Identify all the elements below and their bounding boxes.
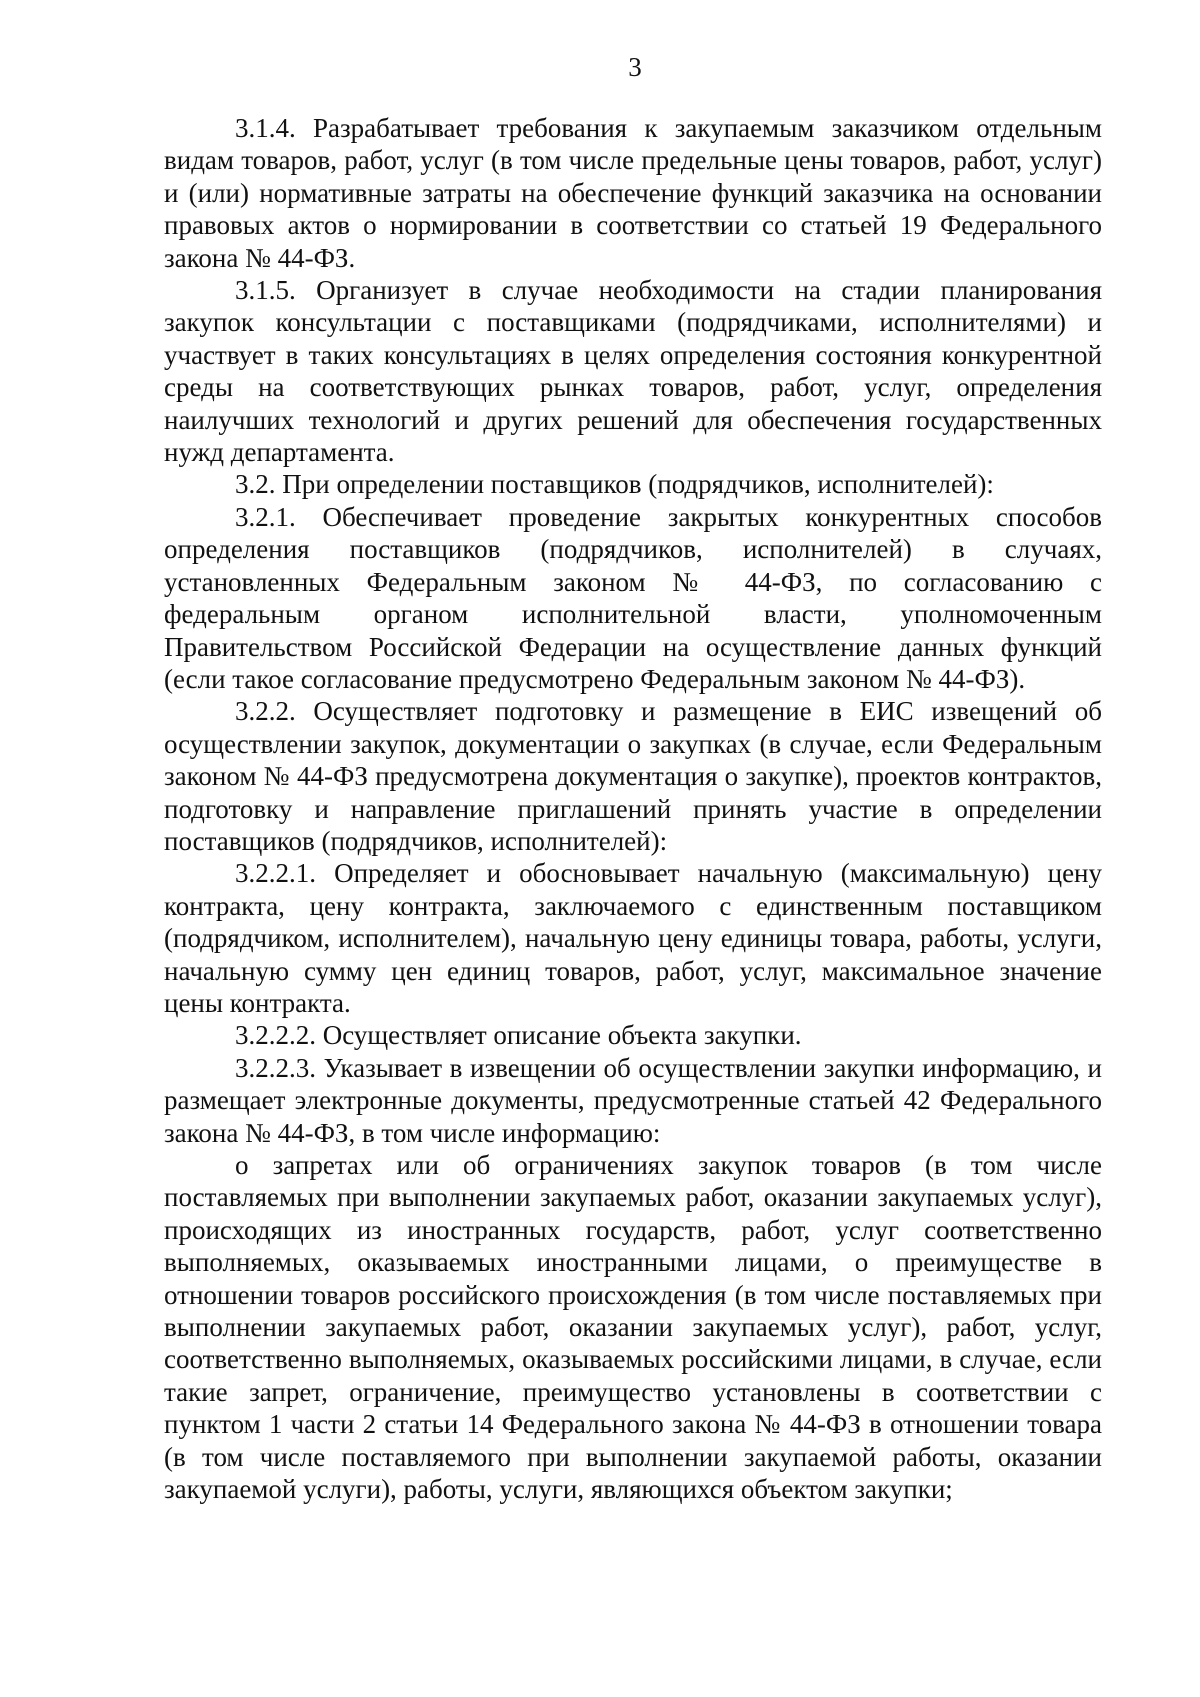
document-body	[164, 112, 1102, 1505]
paragraph-3-1-4: 3.1.4. Разрабатывает требования к закупаемым заказчиком отдельным видам товаров, работ, услуг (в том числе предельные цены товаров, работ, услуг) и (или) нормативные затраты на обеспечение функций заказчика на основании правовых актов о нормировании в соответствии со статьей 19 Федерального закона № 44-ФЗ.	[164, 113, 1102, 273]
paragraph-3-2-2-2: 3.2.2.2. Осуществляет описание объекта закупки.	[235, 1020, 802, 1051]
paragraph-3-1-5: 3.1.5. Организует в случае необходимости на стадии планирования закупок консультации с поставщиками (подрядчиками, исполнителями) и участвует в таких консультациях в целях определения состояния конкурентной среды на соответствующих рынках товаров, работ, услуг, определения наилучших технологий и других решений для обеспечения государственных нужд департамента.	[164, 275, 1102, 468]
paragraph-3-2: 3.2. При определении поставщиков (подрядчиков, исполнителей):	[235, 469, 994, 500]
paragraph-prohibitions: о запретах или об ограничениях закупок товаров (в том числе поставляемых при выполнении закупаемых работ, оказании закупаемых услуг), происходящих из иностранных государств, работ, услуг соответственно выполняемых, оказываемых иностранными лицами, о преимуществе в отношении товаров российского происхождения (в том числе поставляемых при выполнении закупаемых работ, оказании закупаемых услуг), работ, услуг, соответственно выполняемых, оказываемых российскими лицами, в случае, если такие запрет, ограничение, преимущество установлены в соответствии с пунктом 1 части 2 статьи 14 Федерального закона № 44-ФЗ в отношении товара (в том числе поставляемого при выполнении закупаемой работы, оказании закупаемой услуги), работы, услуги, являющихся объектом закупки;	[164, 1150, 1102, 1505]
paragraph-3-2-2-3: 3.2.2.3. Указывает в извещении об осуществлении закупки информацию, и размещает электронные документы, предусмотренные статьей 42 Федерального закона № 44-ФЗ, в том числе информацию:	[164, 1052, 1102, 1148]
paragraph-3-2-1: 3.2.1. Обеспечивает проведение закрытых конкурентных способов определения поставщиков (подрядчиков, исполнителей) в случаях, установленных Федеральным законом № 44-ФЗ, по согласованию с федеральным органом исполнительной власти, уполномоченным Правительством Российской Федерации на осуществление данных функций (если такое согласование предусмотрено Федеральным законом № 44-ФЗ).	[164, 501, 1102, 694]
paragraph-3-2-2-1: 3.2.2.1. Определяет и обосновывает начальную (максимальную) цену контракта, цену контракта, заключаемого с единственным поставщиком (подрядчиком, исполнителем), начальную цену единицы товара, работы, услуги, начальную сумму цен единиц товаров, работ, услуг, максимальное значение цены контракта.	[164, 858, 1102, 1018]
page-number: 3	[628, 52, 642, 82]
paragraph-3-2-2: 3.2.2. Осуществляет подготовку и размещение в ЕИС извещений об осуществлении закупок, документации о закупках (в случае, если Федеральным законом № 44-ФЗ предусмотрена документация о закупке), проектов контрактов, подготовку и направление приглашений принять участие в определении поставщиков (подрядчиков, исполнителей):	[164, 696, 1102, 856]
